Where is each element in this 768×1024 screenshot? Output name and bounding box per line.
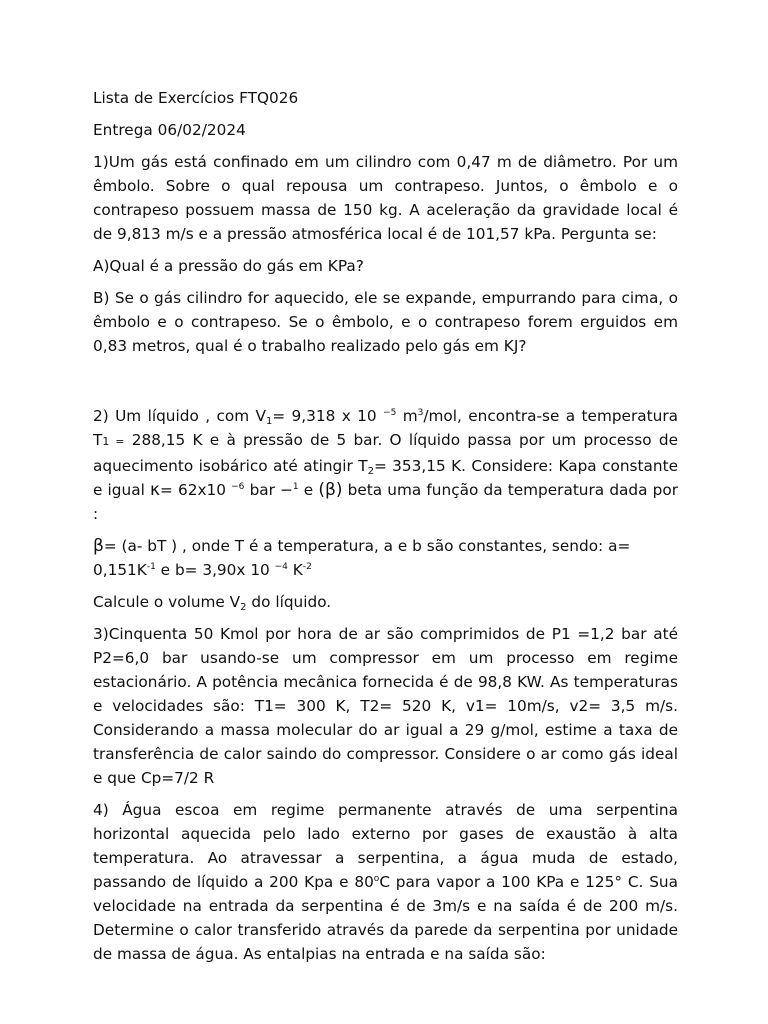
question-1a: A)Qual é a pressão do gás em KPa?	[93, 257, 364, 275]
q2-superscript: -2	[302, 562, 312, 572]
q2-text: bar −	[244, 481, 293, 499]
q2-superscript: -1	[146, 562, 156, 572]
document-body	[93, 86, 678, 966]
due-date: Entrega 06/02/2024	[93, 121, 246, 139]
question-1: 1)Um gás está confinado em um cilindro com 0,47 m de diâmetro. Por um êmbolo. Sobre o qual repousa um contrapeso. Juntos, o êmbolo e o contrapeso possuem massa de 150 kg. A aceleração da gravidade local é de 9,813 m/s e a pressão atmosférica local é de 101,57 kPa. Pergunta se:	[93, 153, 678, 243]
q2-subscript: 1	[265, 416, 273, 427]
q2-text: = 353,15 K. Considere: Kapa constante e igual	[93, 457, 678, 499]
q2-text: Calcule o volume V	[93, 593, 241, 611]
q2-text: 288,15 K e à pressão de 5 bar. O líquido passa por um processo de aquecimento isobárico até atingir T	[93, 431, 678, 475]
question-1b: B) Se o gás cilindro for aquecido, ele se expande, empurrando para cima, o êmbolo e o contrapeso. Se o êmbolo, e o contrapeso forem erguidos em 0,83 metros, qual é o trabalho realizado pelo gás em KJ?	[93, 289, 678, 355]
q2-superscript: 1	[292, 482, 299, 492]
q2-text: e b= 3,90x 10	[155, 561, 275, 579]
q2-text: beta uma função da temperatura dada por :	[93, 481, 678, 523]
q2-text: /mol, encontra-se a temperatura T	[93, 407, 678, 449]
question-4	[93, 798, 678, 966]
question-3: 3)Cinquenta 50 Kmol por hora de ar são comprimidos de P1 =1,2 bar até P2=6,0 bar usando-se um compressor em um processo em regime estacionário. A potência mecânica fornecida é de 98,8 KW. As temperaturas e velocidades são: T1= 300 K, T2= 520 K, v1= 10m/s, v2= 3,5 m/s. Considerando a massa molecular do ar igual a 29 g/mol, estime a taxa de transferência de calor saindo do compressor. Considere o ar como gás ideal e que Cp=7/2 R	[93, 625, 678, 787]
q2-subscript: 2	[240, 602, 247, 613]
q2-text: = (a- bT ) , onde T é a temperatura, a e b são constantes, sendo: a= 0,151K	[93, 537, 631, 579]
q2-text: = 62x10	[160, 481, 232, 499]
q2-text: e	[298, 481, 319, 499]
q2-superscript: −4	[274, 562, 288, 572]
question-2	[93, 404, 678, 526]
q2-text: K	[287, 561, 303, 579]
q2-subscript: 2	[367, 466, 374, 477]
question-2-formula	[93, 534, 678, 582]
beta-symbol: (β)	[318, 480, 343, 500]
q4-text: C para vapor a 100 KPa e 125° C. Sua velocidade na entrada da serpentina é de 3m/s e na saída é de 200 m/s. Determine o calor transferido através da parede da serpentina por unidade de massa de água. As entalpias na entrada e na saída são:	[93, 873, 678, 963]
q2-small-text: 1 =	[102, 435, 125, 448]
q2-text: do líquido.	[246, 593, 332, 611]
q4-text: 4) Água escoa em regime permanente através de uma serpentina horizontal aquecida pelo lado externo por gases de exaustão à alta temperatura. Ao atravessar a serpentina, a água muda de estado, passando de líquido a 200 Kpa e 80	[93, 801, 678, 891]
document-title: Lista de Exercícios FTQ026	[93, 89, 299, 107]
q2-superscript: −5	[383, 408, 397, 418]
beta-symbol: β	[93, 536, 104, 556]
q2-text: 2) Um líquido , com V	[93, 407, 266, 425]
q2-text: m	[396, 407, 418, 425]
q4-superscript: o	[373, 874, 380, 884]
kappa-symbol: κ	[150, 480, 161, 500]
question-2-calc	[93, 590, 678, 614]
q2-superscript: −6	[231, 482, 245, 492]
q2-superscript: 3	[417, 408, 424, 418]
q2-text: = 9,318 x 10	[272, 407, 384, 425]
